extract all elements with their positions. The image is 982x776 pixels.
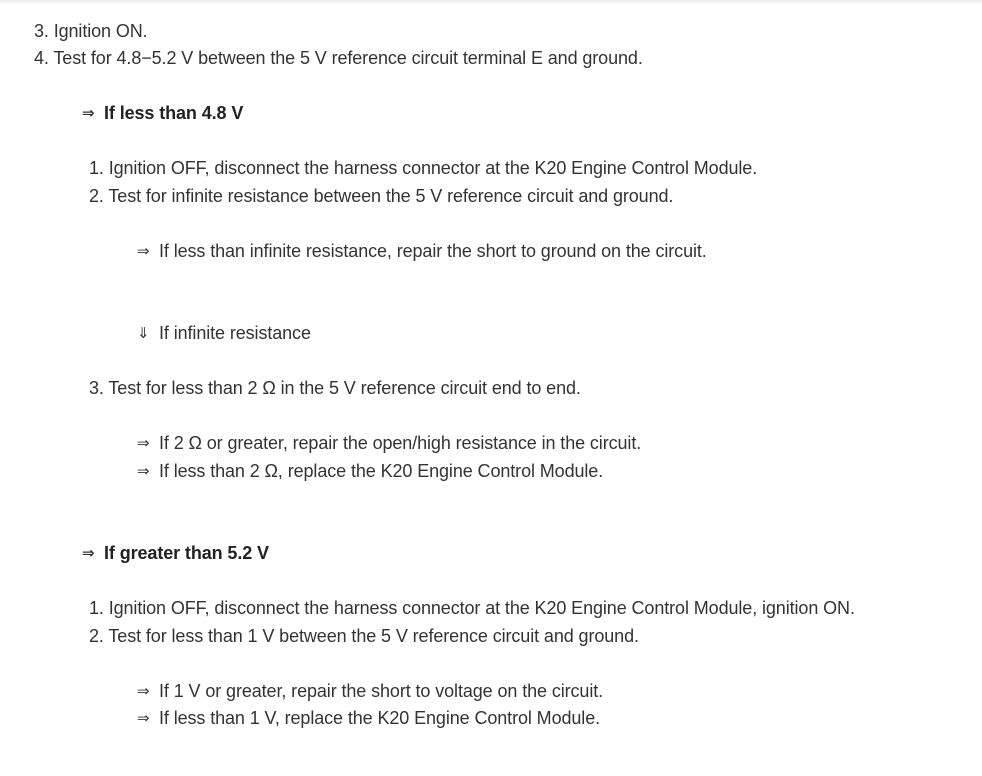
right-double-arrow-icon: ⇒ <box>137 682 150 700</box>
branch-low-step-1: 1. Ignition OFF, disconnect the harness connector at the K20 Engine Control Module. <box>89 158 758 178</box>
right-double-arrow-icon: ⇒ <box>137 709 150 727</box>
branch-high-step-2: 2. Test for less than 1 V between the 5 V reference circuit and ground. <box>89 626 639 646</box>
branch-high-result-short-text: If 1 V or greater, repair the short to voltage on the circuit. <box>159 681 604 701</box>
branch-low-heading-text: If less than 4.8 V <box>104 103 244 123</box>
branch-high-result-replace-text: If less than 1 V, replace the K20 Engine Control Module. <box>159 708 601 728</box>
right-double-arrow-icon: ⇒ <box>137 242 150 260</box>
right-double-arrow-icon: ⇒ <box>82 104 95 122</box>
branch-high-result-short <box>137 680 603 702</box>
branch-low-heading <box>82 102 243 124</box>
branch-low-result-open-text: If 2 Ω or greater, repair the open/high resistance in the circuit. <box>159 433 642 453</box>
branch-low-result-infinite <box>137 322 311 344</box>
branch-low-result-replace-text: If less than 2 Ω, replace the K20 Engine Control Module. <box>159 461 604 481</box>
branch-low-result-open <box>137 432 641 454</box>
branch-low-step-3: 3. Test for less than 2 Ω in the 5 V reference circuit end to end. <box>89 378 581 398</box>
branch-low-result-infinite-text: If infinite resistance <box>159 323 311 343</box>
right-double-arrow-icon: ⇒ <box>137 434 150 452</box>
branch-low-result-short-text: If less than infinite resistance, repair the short to ground on the circuit. <box>159 241 707 261</box>
branch-low-step-2: 2. Test for infinite resistance between the 5 V reference circuit and ground. <box>89 186 674 206</box>
right-double-arrow-icon: ⇒ <box>82 544 95 562</box>
step-4-voltage-test: 4. Test for 4.8−5.2 V between the 5 V reference circuit terminal E and ground. <box>34 48 643 68</box>
branch-high-heading-text: If greater than 5.2 V <box>104 543 269 563</box>
top-shadow-bar <box>0 0 982 4</box>
branch-low-result-short <box>137 240 707 262</box>
branch-low-result-replace <box>137 460 603 482</box>
branch-high-heading <box>82 542 269 564</box>
right-double-arrow-icon: ⇒ <box>137 462 150 480</box>
branch-high-result-replace <box>137 707 600 729</box>
branch-high-step-1: 1. Ignition OFF, disconnect the harness connector at the K20 Engine Control Module, ignition ON. <box>89 598 855 618</box>
step-3-ignition-on: 3. Ignition ON. <box>34 21 148 41</box>
down-double-arrow-icon: ⇓ <box>137 324 150 342</box>
